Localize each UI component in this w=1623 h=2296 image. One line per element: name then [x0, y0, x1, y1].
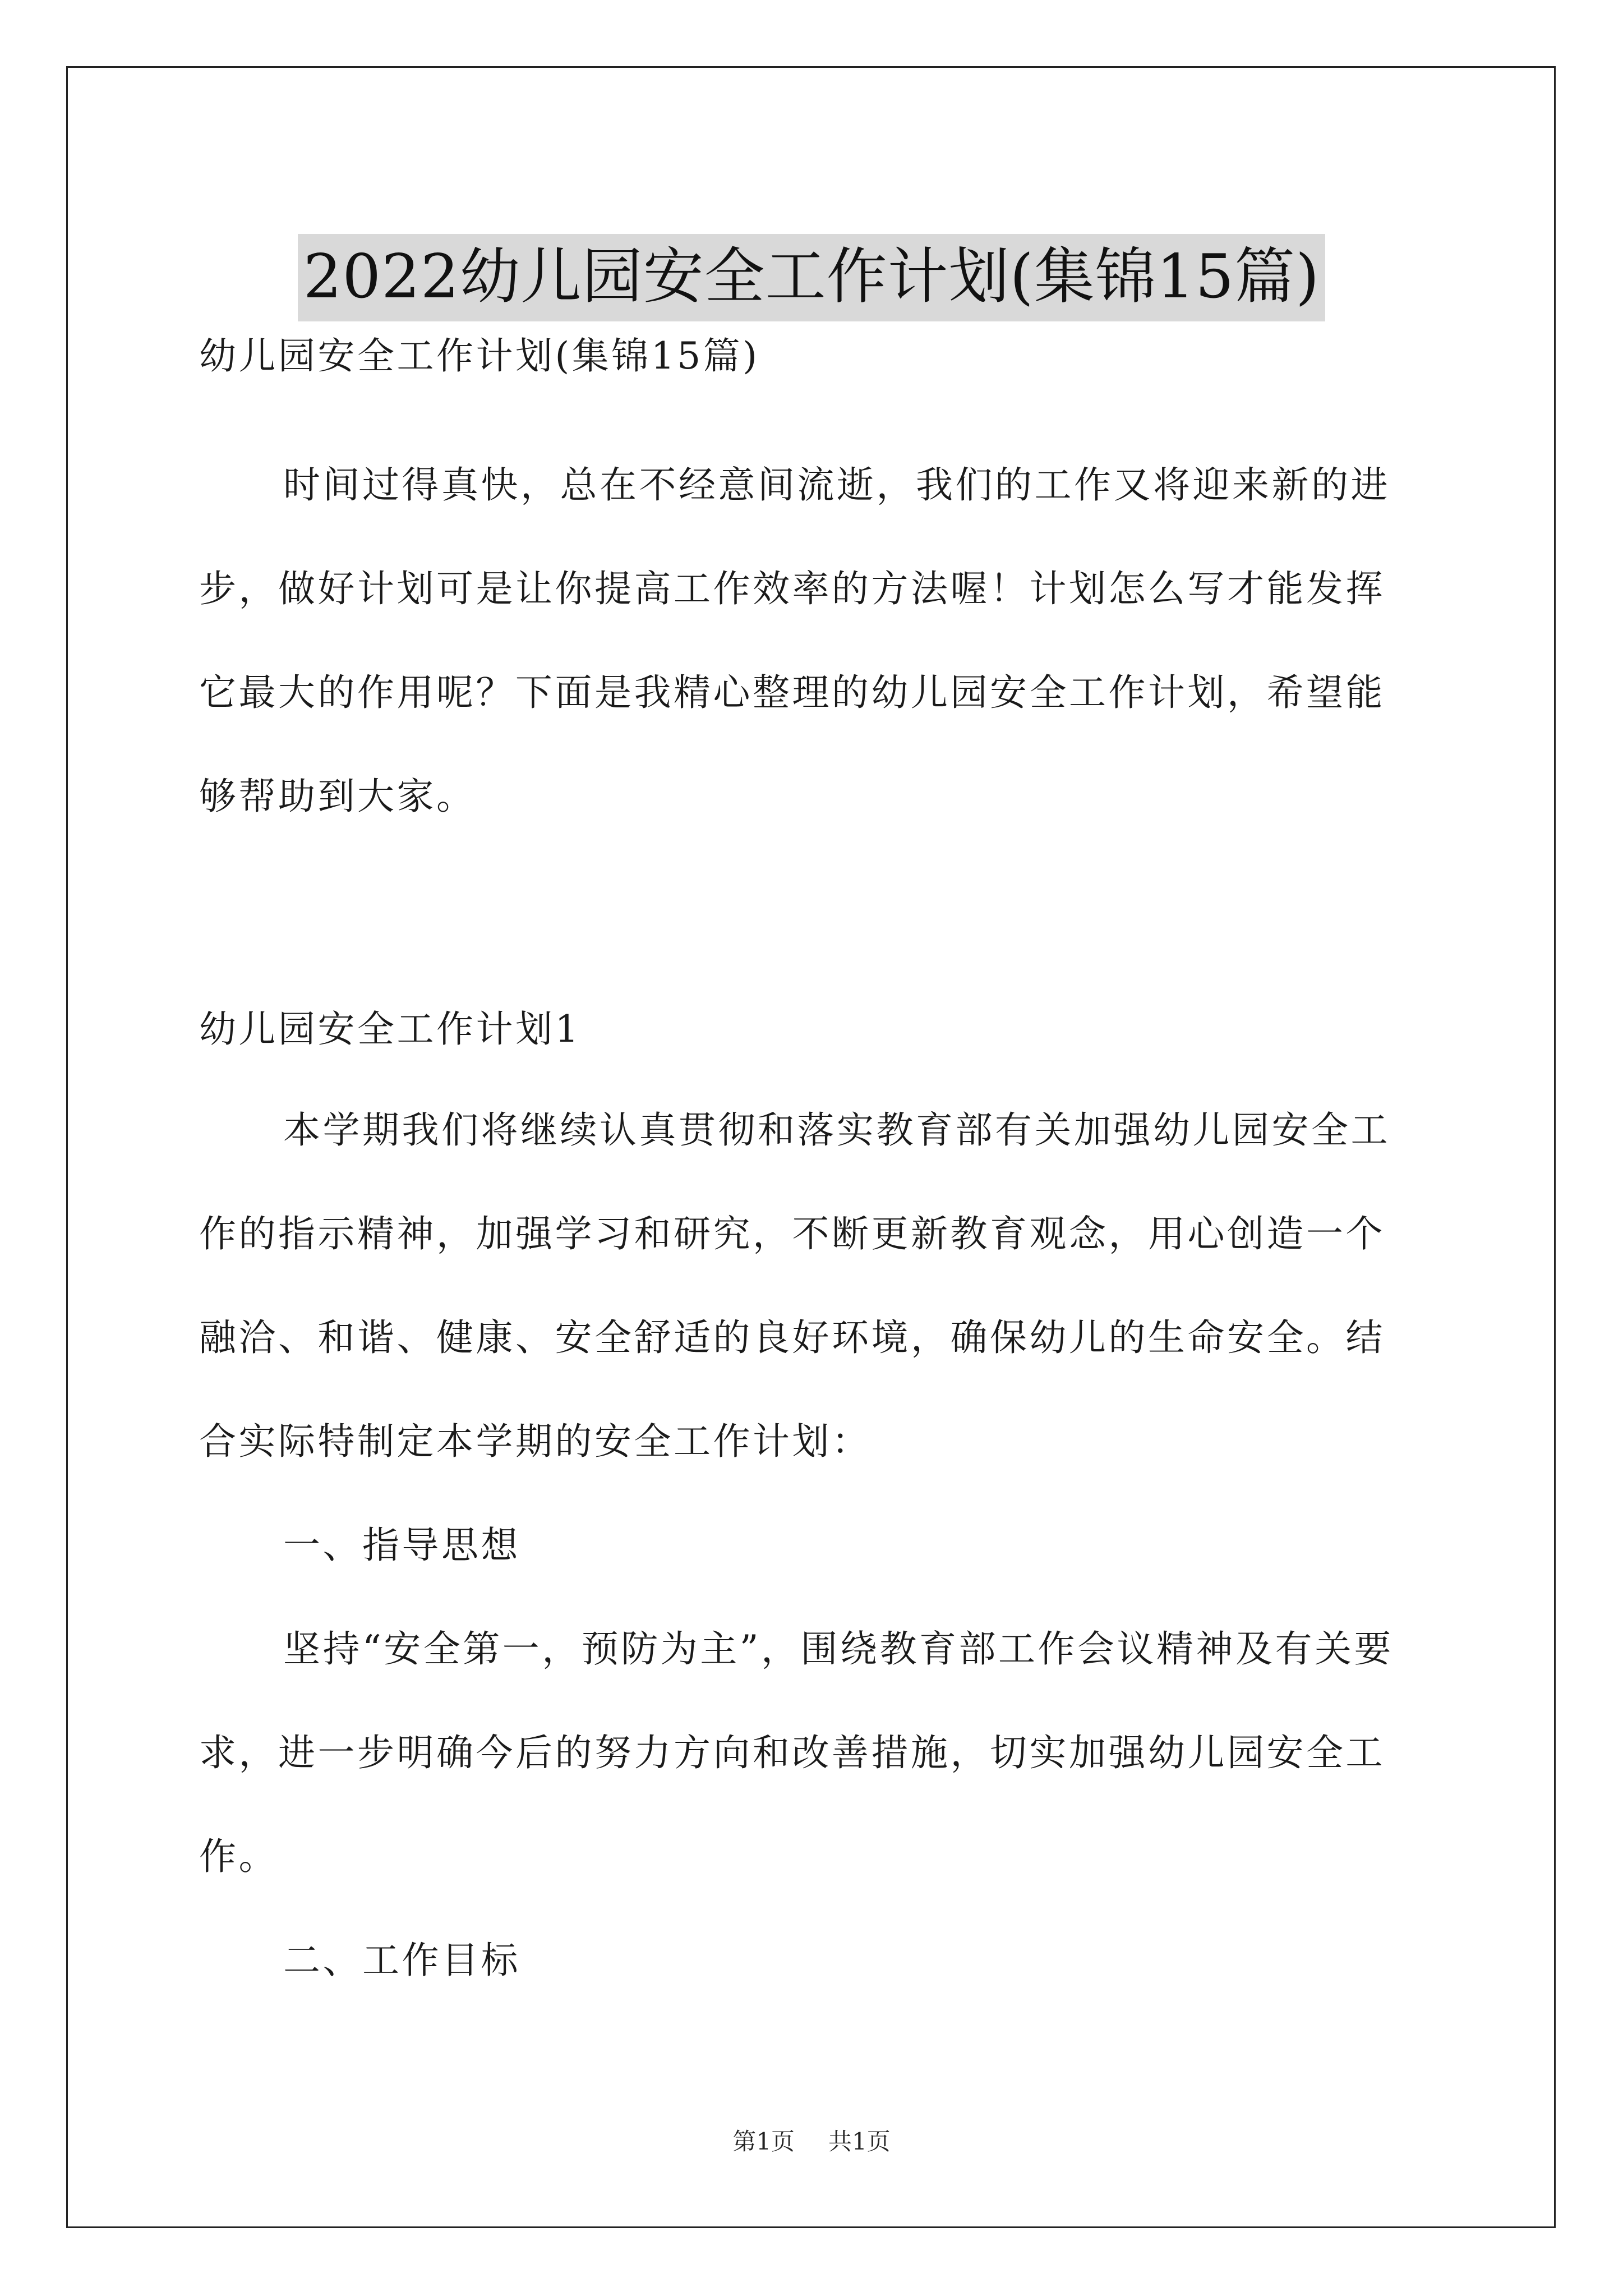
paragraph-line: 求，进一步明确今后的努力方向和改善措施，切实加强幼儿园安全工	[199, 1731, 1385, 1774]
paragraph-line: 融洽、和谐、健康、安全舒适的良好环境，确保幼儿的生命安全。结	[199, 1316, 1385, 1359]
paragraph-line: 合实际特制定本学期的安全工作计划：	[199, 1420, 872, 1463]
page-footer	[0, 2126, 1623, 2157]
paragraph-line: 它最大的作用呢？下面是我精心整理的幼儿园安全工作计划，希望能	[199, 671, 1385, 714]
subtitle-line: 幼儿园安全工作计划(集锦15篇)	[199, 334, 760, 378]
document-title: 2022幼儿园安全工作计划(集锦15篇)	[298, 234, 1326, 321]
paragraph-line: 作的指示精神，加强学习和研究，不断更新教育观念，用心创造一个	[199, 1212, 1385, 1255]
page-number-total: 共1页	[828, 2128, 891, 2155]
page-number-current: 第1页	[732, 2128, 795, 2155]
paragraph-line: 够帮助到大家。	[199, 775, 476, 818]
subsection-heading: 一、指导思想	[283, 1524, 520, 1567]
paragraph-line: 作。	[199, 1835, 278, 1878]
paragraph-line: 步，做好计划可是让你提高工作效率的方法喔！计划怎么写才能发挥	[199, 567, 1385, 610]
paragraph-line: 时间过得真快，总在不经意间流逝，我们的工作又将迎来新的进	[283, 463, 1390, 507]
paragraph-line: 坚持“安全第一，预防为主”，围绕教育部工作会议精神及有关要	[283, 1627, 1394, 1671]
section-heading: 幼儿园安全工作计划1	[199, 1007, 581, 1051]
subsection-heading: 二、工作目标	[283, 1939, 520, 1982]
paragraph-line: 本学期我们将继续认真贯彻和落实教育部有关加强幼儿园安全工	[283, 1108, 1390, 1152]
